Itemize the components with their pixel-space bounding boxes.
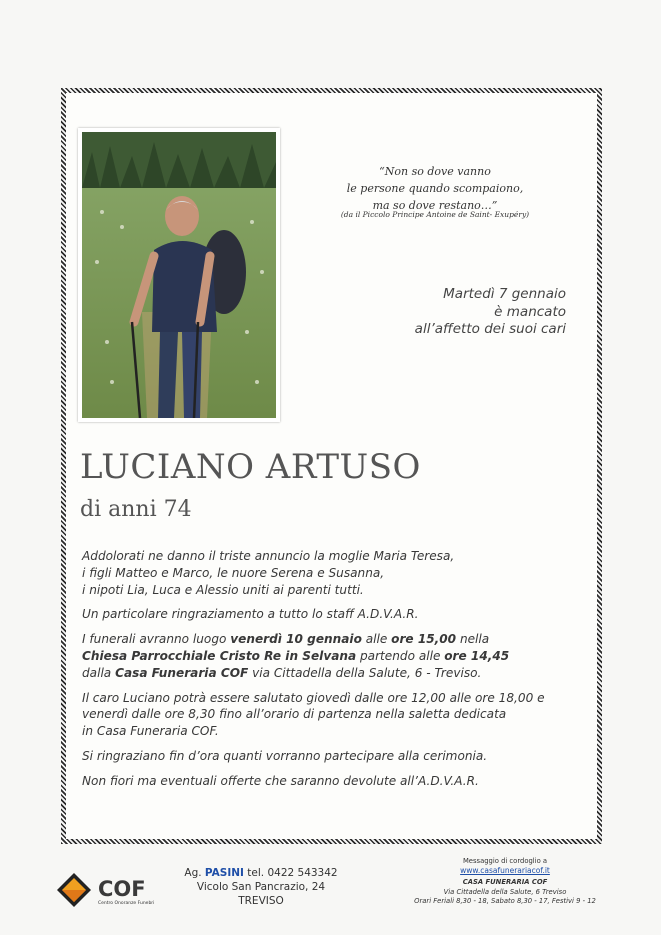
- body-text: partendo alle: [356, 648, 445, 663]
- thanks-paragraph: Si ringraziano fin d’ora quanti vorranno partecipare alla cerimonia.: [82, 748, 488, 763]
- condolence-title: Messaggio di cordoglio a: [462, 857, 548, 865]
- family-paragraph: [82, 548, 582, 598]
- visitation-paragraph: [82, 690, 582, 740]
- cof-logo-subtitle: Centro Onoranze Funebri: [98, 901, 155, 906]
- funeral-home-hours: Orari Feriali 8,30 - 18, Sabato 8,30 - 17, Festivi 9 - 12: [414, 896, 596, 905]
- quote-line: le persone quando scompaiono,: [346, 182, 524, 195]
- body-text: dalla: [82, 665, 116, 680]
- cof-logo-text: COF: [98, 877, 146, 901]
- body-text: I funerali avranno luogo: [82, 632, 231, 647]
- quote-line: “Non so dove vanno: [379, 165, 491, 178]
- body-line: venerdì dalle ore 8,30 fino all’orario di partenza nella saletta dedicata: [82, 707, 507, 722]
- deceased-age: di anni 74: [80, 497, 192, 522]
- notice-body: [82, 548, 582, 798]
- announcement-line: Martedì 7 gennaio: [443, 286, 566, 302]
- death-announcement: [380, 286, 566, 339]
- condolence-link[interactable]: www.casafunerariacof.it: [460, 866, 550, 876]
- body-text: alle: [361, 632, 392, 647]
- agency-info: [176, 866, 346, 908]
- funeral-home-name: Casa Funeraria COF: [115, 665, 249, 680]
- condolence-info: [400, 857, 610, 906]
- funeral-home-address: Via Cittadella della Salute, 6 Treviso: [443, 887, 567, 896]
- body-line: i nipoti Lia, Luca e Alessio uniti ai parenti tutti.: [82, 582, 364, 597]
- portrait-photo: [78, 128, 280, 422]
- church-name: Chiesa Parrocchiale Cristo Re in Selvana: [82, 648, 357, 663]
- funeral-time: ore 15,00: [391, 632, 457, 647]
- thanks-staff-paragraph: Un particolare ringraziamento a tutto lo staff A.D.V.A.R.: [82, 607, 419, 622]
- body-text: via Cittadella della Salute, 6 - Treviso.: [248, 665, 482, 680]
- epigraph-quote: [330, 163, 540, 214]
- funeral-home-company: CASA FUNERARIA COF: [462, 878, 548, 887]
- agency-prefix: Ag.: [184, 867, 205, 879]
- departure-time: ore 14,45: [444, 648, 510, 663]
- body-line: in Casa Funeraria COF.: [82, 724, 219, 739]
- deceased-name: LUCIANO ARTUSO: [80, 447, 421, 487]
- agency-address: Vicolo San Pancrazio, 24: [196, 881, 326, 893]
- quote-source: (da il Piccolo Principe Antoine de Saint- Exupéry): [340, 210, 530, 219]
- donations-paragraph: Non fiori ma eventuali offerte che saranno devolute all’A.D.V.A.R.: [82, 773, 479, 788]
- agency-phone: tel. 0422 543342: [243, 867, 338, 879]
- agency-brand: PASINI: [204, 867, 244, 879]
- announcement-line: è mancato: [494, 303, 566, 320]
- quote-line: ma so dove restano…”: [372, 199, 498, 212]
- body-line: Addolorati ne danno il triste annuncio la moglie Maria Teresa,: [82, 549, 455, 563]
- agency-city: TREVISO: [238, 895, 284, 907]
- funeral-date: venerdì 10 gennaio: [230, 632, 362, 647]
- announcement-line: all’affetto dei suoi cari: [414, 321, 566, 337]
- funeral-details-paragraph: [82, 631, 582, 681]
- body-line: Il caro Luciano potrà essere salutato giovedì dalle ore 12,00 alle ore 18,00 e: [82, 690, 545, 705]
- body-text: nella: [456, 632, 490, 647]
- body-line: i figli Matteo e Marco, le nuore Serena e Susanna,: [82, 565, 385, 580]
- agency-line: [176, 866, 346, 880]
- cof-logo-icon: [56, 872, 92, 908]
